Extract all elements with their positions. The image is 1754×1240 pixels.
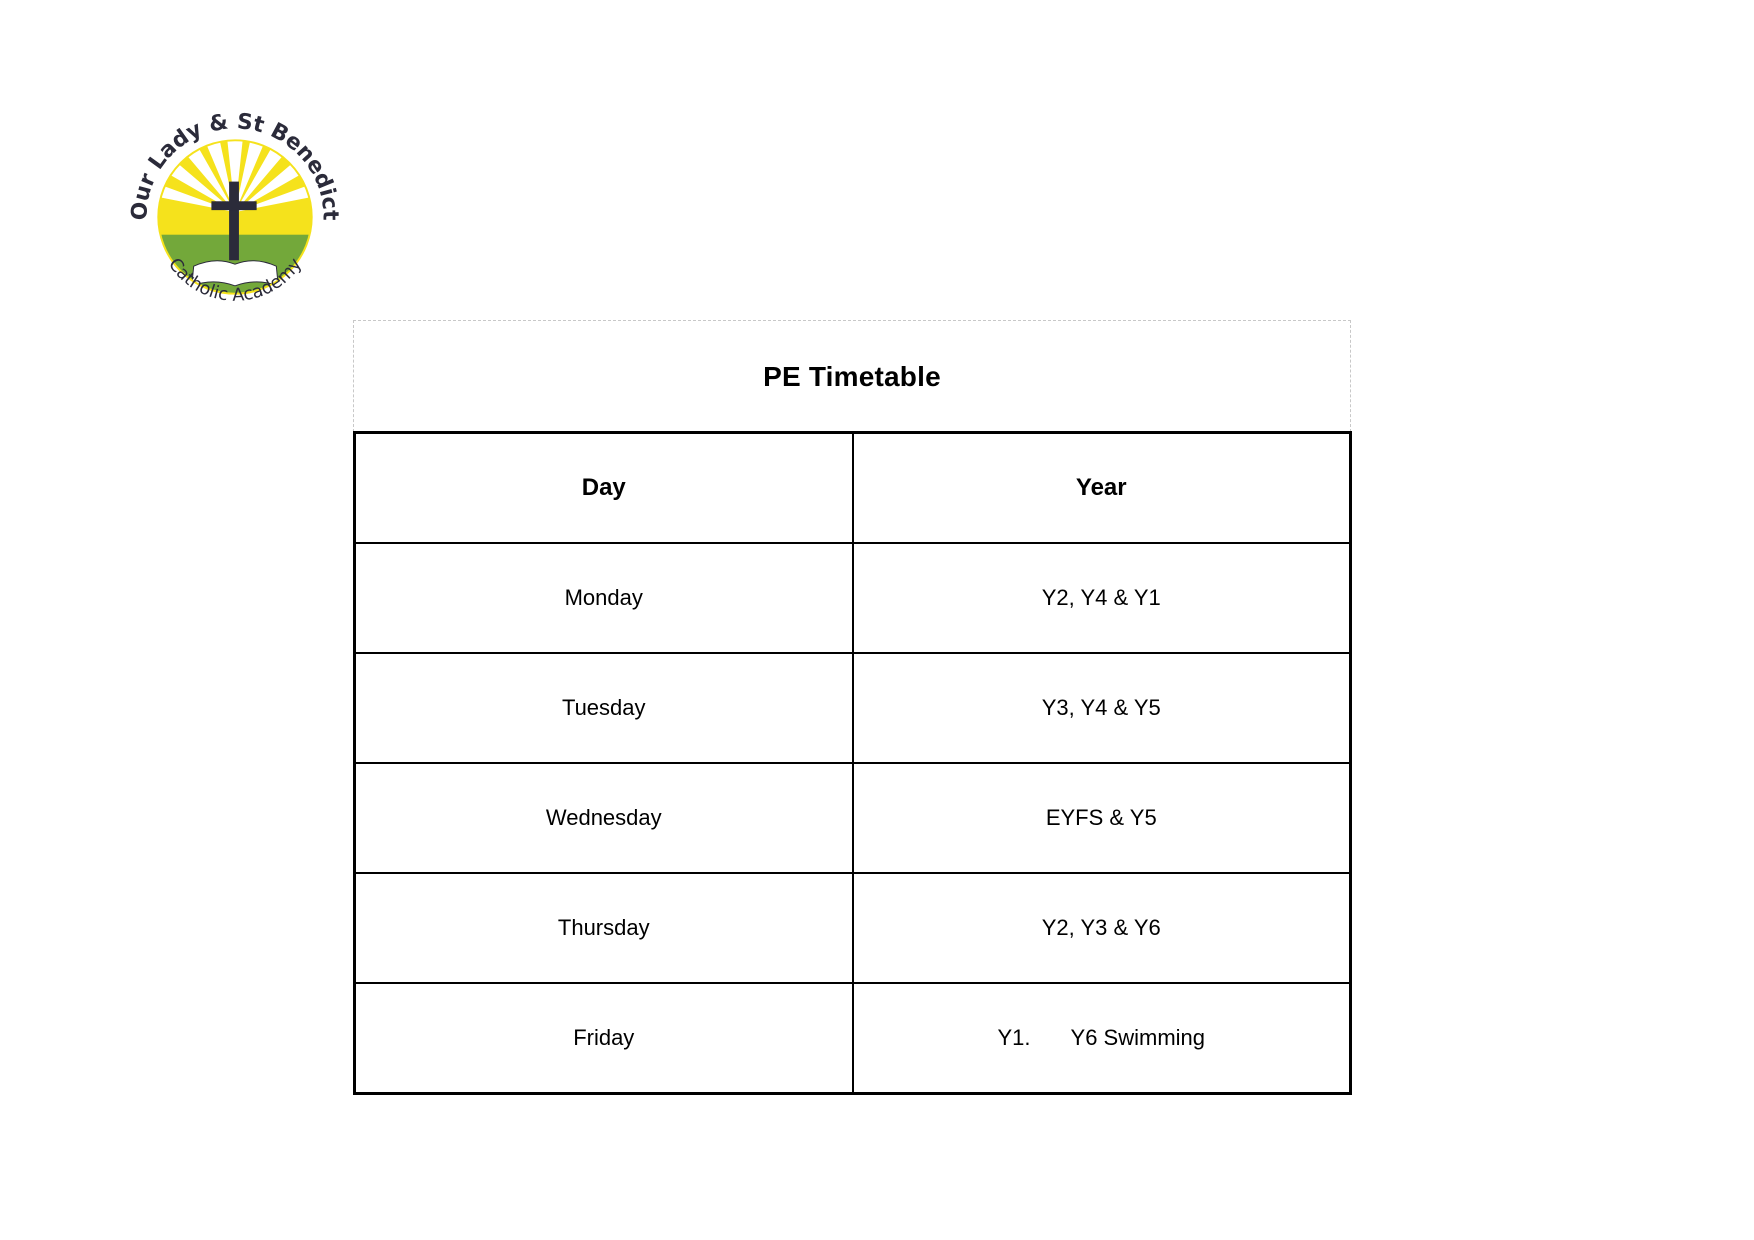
- page-title: PE Timetable: [763, 360, 941, 392]
- year-cell: Y2, Y4 & Y1: [853, 543, 1351, 653]
- day-cell: Monday: [355, 543, 853, 653]
- table-row: [355, 543, 1351, 653]
- table-row: [355, 983, 1351, 1094]
- header-day: Day: [355, 433, 853, 544]
- table-header-row: [355, 433, 1351, 544]
- table-row: [355, 653, 1351, 763]
- svg-text:Catholic Academy: Catholic Academy: [163, 254, 307, 306]
- day-cell: Thursday: [355, 873, 853, 983]
- year-cell: [853, 983, 1351, 1094]
- header-year: Year: [853, 433, 1351, 544]
- title-box: [353, 320, 1351, 432]
- svg-text:Our Lady & St Benedict: Our Lady & St Benedict: [127, 109, 343, 222]
- table-row: [355, 873, 1351, 983]
- year-cell: EYFS & Y5: [853, 763, 1351, 873]
- table-row: [355, 763, 1351, 873]
- year-cell: Y3, Y4 & Y5: [853, 653, 1351, 763]
- year-cell: Y2, Y3 & Y6: [853, 873, 1351, 983]
- school-logo: [117, 99, 353, 335]
- pe-timetable: [353, 431, 1352, 1095]
- day-cell: Tuesday: [355, 653, 853, 763]
- day-cell: Friday: [355, 983, 853, 1094]
- day-cell: Wednesday: [355, 763, 853, 873]
- year-cell-part2: Y6 Swimming: [1070, 1025, 1205, 1050]
- year-cell-part1: Y1.: [997, 1025, 1031, 1050]
